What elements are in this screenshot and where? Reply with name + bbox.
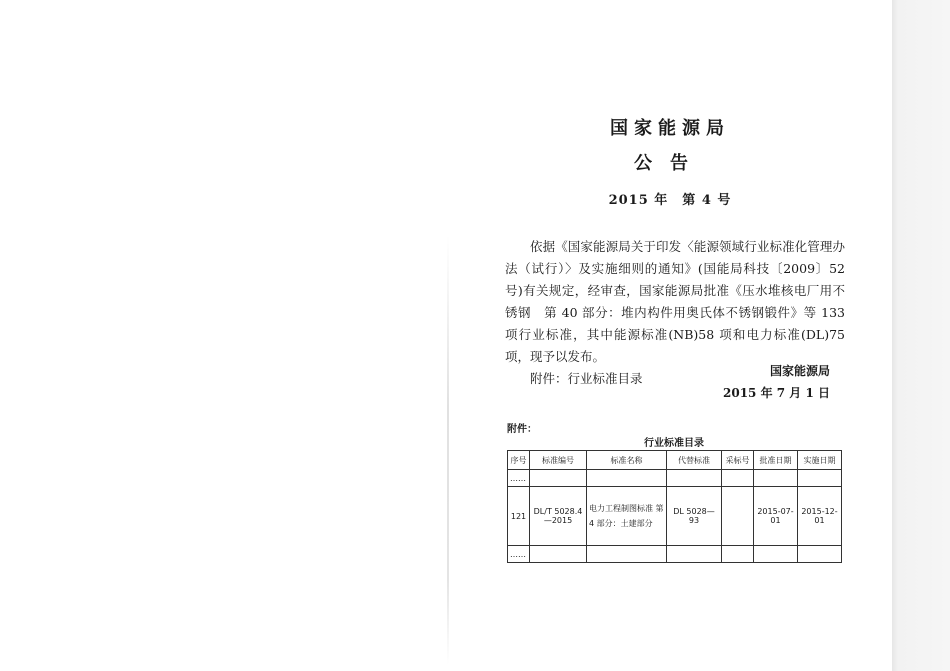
attachment-label: 附件： xyxy=(507,424,537,435)
cell-approved: 2015-07-01 xyxy=(754,487,798,546)
cell-replaces: DL 5028—93 xyxy=(667,487,722,546)
page-fold xyxy=(447,235,449,665)
signature-date: 2015 年 7 月 1 日 xyxy=(723,386,830,400)
announcement-paragraph: 依据《国家能源局关于印发〈能源领域行业标准化管理办法（试行）〉及实施细则的通知》(国能局科技〔2009〕52 号)有关规定，经审查，国家能源局批准《压水堆核电厂用不锈钢 第 40 部分：堆内构件用奥氏体不锈钢锻件》等 133 项行业标准，其中能源标准(NB)58 项和电力标准(DL)75 项，现予以发布。 xyxy=(505,239,845,364)
column-header: 代替标准 xyxy=(667,451,722,470)
standards-table xyxy=(507,450,842,563)
cell-code: DL/T 5028.4—2015 xyxy=(530,487,587,546)
column-header: 标准编号 xyxy=(530,451,587,470)
document-number: 2015 年 第 4 号 xyxy=(608,193,732,208)
attachment-note: 附件：行业标准目录 xyxy=(530,371,643,386)
table-row xyxy=(508,546,842,563)
column-header: 批准日期 xyxy=(754,451,798,470)
column-header: 标准名称 xyxy=(587,451,667,470)
ellipsis-cell: …… xyxy=(508,546,530,563)
cell-effective: 2015-12-01 xyxy=(798,487,842,546)
cell-seq: 121 xyxy=(508,487,530,546)
column-header: 序号 xyxy=(508,451,530,470)
signature-org: 国家能源局 xyxy=(769,364,830,378)
document-type-title: 公告 xyxy=(634,153,706,174)
signature-block xyxy=(700,360,830,404)
column-header: 实施日期 xyxy=(798,451,842,470)
table-row xyxy=(508,470,842,487)
table-header-row xyxy=(508,451,842,470)
ellipsis-cell: …… xyxy=(508,470,530,487)
issuing-authority-title: 国家能源局 xyxy=(610,118,730,139)
cell-adopted xyxy=(722,487,754,546)
table-row xyxy=(508,487,842,546)
column-header: 采标号 xyxy=(722,451,754,470)
page-edge-shadow xyxy=(892,0,950,671)
standards-table-title: 行业标准目录 xyxy=(644,438,704,449)
cell-name: 电力工程制图标准 第 4 部分：土建部分 xyxy=(587,487,667,546)
